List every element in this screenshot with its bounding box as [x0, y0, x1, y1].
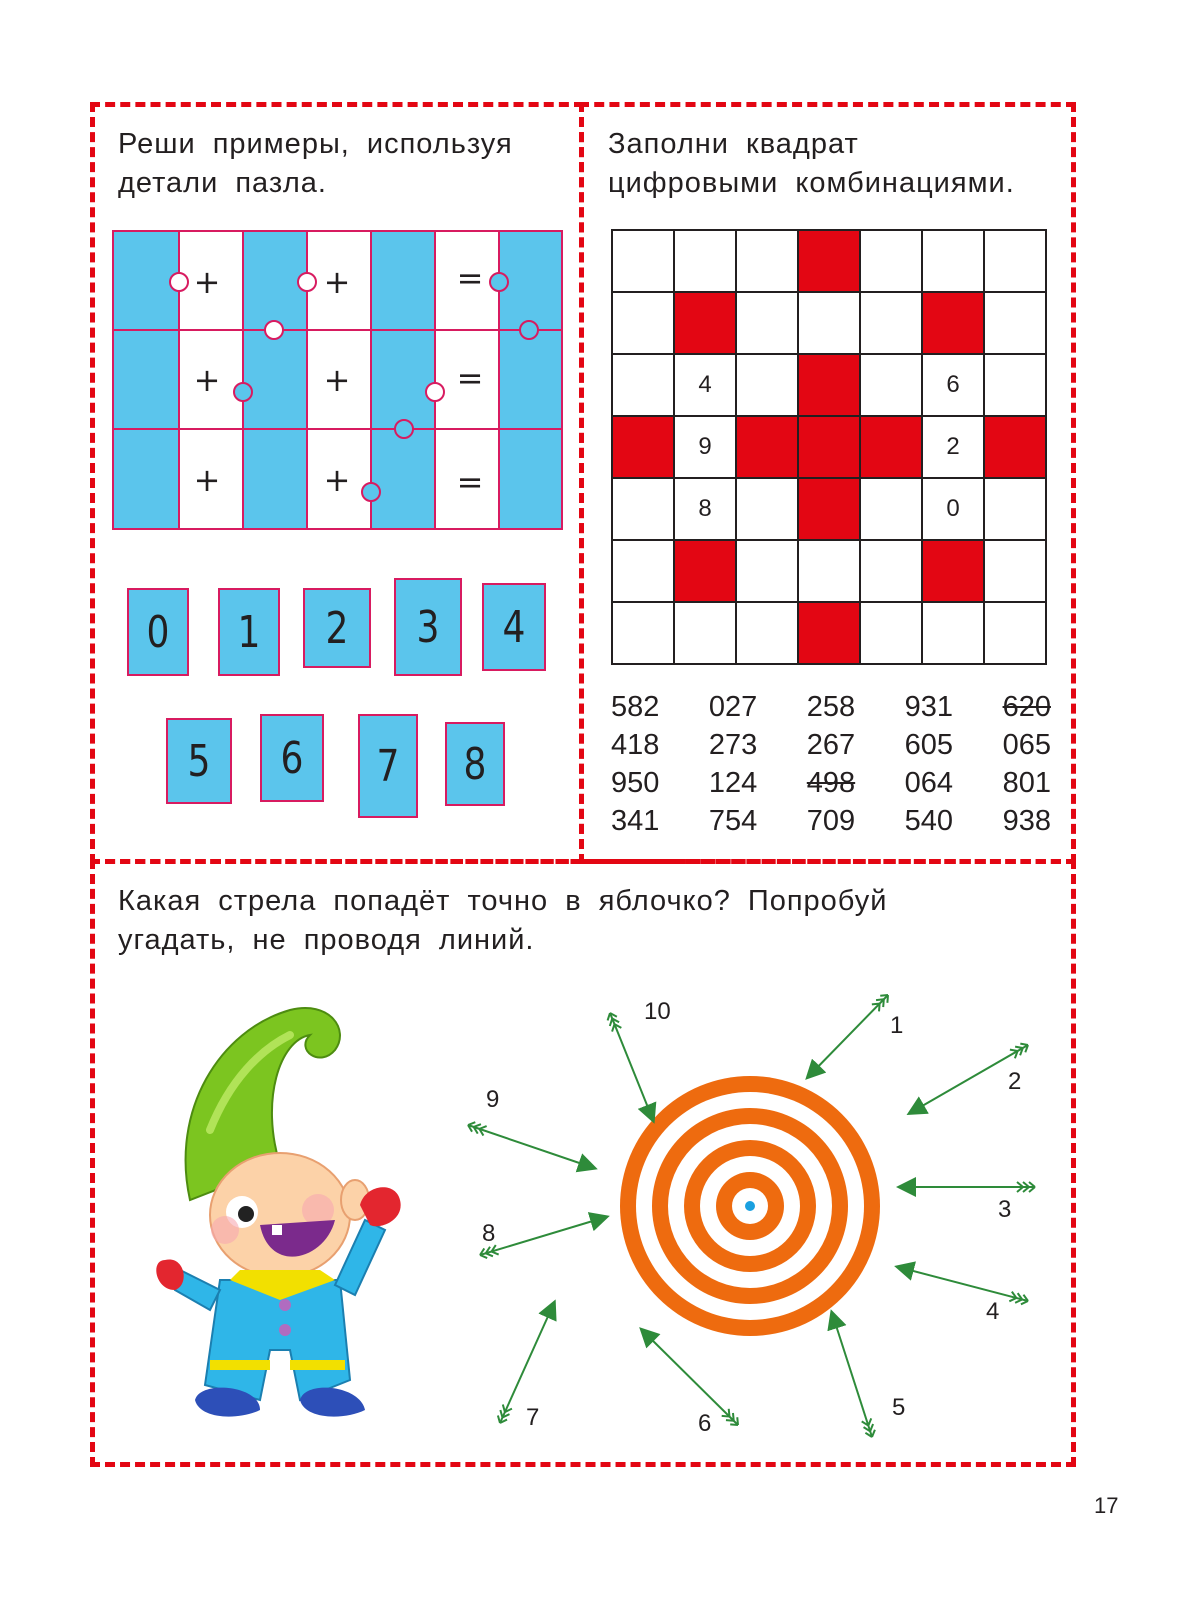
grid-cell-blocked: [984, 416, 1046, 478]
grid-cell-blocked: [922, 292, 984, 354]
arrow-4: [898, 1267, 1028, 1301]
puzzle-piece-5[interactable]: 5: [166, 718, 232, 804]
grid-cell[interactable]: [612, 478, 674, 540]
puzzle-board: [112, 230, 563, 530]
grid-cell[interactable]: [860, 230, 922, 292]
grid-row: [612, 478, 1046, 540]
grid-cell[interactable]: [860, 292, 922, 354]
number-combinations-list: [611, 688, 1051, 840]
arrow-label-7: 7: [526, 1404, 540, 1431]
grid-cell[interactable]: 9: [674, 416, 736, 478]
arrow-6: [642, 1330, 738, 1425]
grid-cell[interactable]: [736, 230, 798, 292]
number-combination: 931: [904, 691, 954, 723]
grid-cell[interactable]: [798, 540, 860, 602]
grid-cell[interactable]: 8: [674, 478, 736, 540]
task2-line2: цифровыми комбинациями.: [608, 167, 1015, 199]
task1-line1: Реши примеры, используя: [118, 128, 513, 160]
grid-cell[interactable]: [612, 354, 674, 416]
number-combination: 065: [1002, 729, 1051, 761]
arrow-8: [480, 1217, 606, 1255]
number-row: [611, 802, 1051, 840]
grid-cell[interactable]: [984, 602, 1046, 664]
grid-cell-blocked: [798, 416, 860, 478]
plus-sign: +: [323, 263, 351, 301]
number-combination: 605: [904, 729, 954, 761]
grid-cell[interactable]: [984, 478, 1046, 540]
grid-cell[interactable]: [736, 354, 798, 416]
grid-cell[interactable]: [736, 602, 798, 664]
grid-row: [612, 230, 1046, 292]
arrow-5: [832, 1313, 872, 1437]
grid-cell[interactable]: [612, 602, 674, 664]
plus-sign: +: [193, 263, 221, 301]
arrow-label-1: 1: [890, 1012, 904, 1039]
grid-row: [612, 540, 1046, 602]
grid-cell[interactable]: [674, 230, 736, 292]
number-combination: 064: [904, 767, 954, 799]
number-combination: 754: [708, 805, 758, 837]
grid-cell-blocked: [674, 540, 736, 602]
grid-cell[interactable]: [860, 602, 922, 664]
grid-cell-blocked: [736, 416, 798, 478]
number-combination: 582: [611, 691, 660, 723]
puzzle-piece-4[interactable]: 4: [482, 583, 546, 671]
arrow-label-5: 5: [892, 1394, 906, 1421]
arrow-10: [610, 1013, 653, 1120]
grid-cell-blocked: [674, 292, 736, 354]
grid-cell[interactable]: 4: [674, 354, 736, 416]
grid-cell[interactable]: [984, 540, 1046, 602]
grid-cell-blocked: [798, 602, 860, 664]
puzzle-piece-0[interactable]: 0: [127, 588, 189, 676]
grid-cell[interactable]: [984, 230, 1046, 292]
plus-sign: +: [193, 461, 221, 499]
plus-sign: +: [323, 461, 351, 499]
arrow-label-3: 3: [998, 1196, 1012, 1223]
arrow-label-8: 8: [482, 1220, 496, 1247]
number-row: [611, 764, 1051, 802]
grid-cell[interactable]: 6: [922, 354, 984, 416]
page-number: 17: [1094, 1493, 1119, 1518]
puzzle-piece-2[interactable]: 2: [303, 588, 371, 668]
grid-row: [612, 354, 1046, 416]
number-combination: 124: [708, 767, 758, 799]
puzzle-piece-7[interactable]: 7: [358, 714, 418, 818]
task1-line2: детали пазла.: [118, 167, 327, 199]
grid-cell[interactable]: [612, 292, 674, 354]
grid-cell[interactable]: 2: [922, 416, 984, 478]
number-crossword-grid: [611, 229, 1047, 665]
grid-cell[interactable]: [984, 292, 1046, 354]
arrow-9: [468, 1125, 594, 1168]
grid-cell[interactable]: [736, 540, 798, 602]
grid-cell[interactable]: 0: [922, 478, 984, 540]
number-combination: 267: [806, 729, 856, 761]
task3-instruction: [118, 882, 1018, 960]
puzzle-piece-1[interactable]: 1: [218, 588, 280, 676]
arrow-label-4: 4: [986, 1298, 1000, 1325]
number-combination: 498: [806, 767, 856, 799]
grid-cell[interactable]: [612, 540, 674, 602]
gnome-illustration: [150, 990, 420, 1440]
grid-cell-blocked: [860, 416, 922, 478]
task2-instruction: [608, 125, 1058, 203]
target: [620, 1076, 880, 1336]
task3-line2: угадать, не проводя линий.: [118, 924, 535, 956]
grid-cell[interactable]: [860, 354, 922, 416]
grid-cell[interactable]: [798, 292, 860, 354]
number-combination: 341: [611, 805, 660, 837]
number-combination: 620: [1002, 691, 1051, 723]
grid-cell[interactable]: [674, 602, 736, 664]
plus-sign: +: [323, 361, 351, 399]
arrow-1: [808, 995, 888, 1077]
task2-line1: Заполни квадрат: [608, 128, 859, 160]
plus-sign: +: [193, 361, 221, 399]
number-combination: 027: [708, 691, 758, 723]
grid-cell-blocked: [798, 230, 860, 292]
equals-sign: =: [456, 259, 484, 297]
grid-cell[interactable]: [860, 478, 922, 540]
puzzle-piece-3[interactable]: 3: [394, 578, 462, 676]
grid-cell-blocked: [922, 540, 984, 602]
grid-row: [612, 416, 1046, 478]
arrow-label-2: 2: [1008, 1068, 1022, 1095]
number-combination: 709: [806, 805, 856, 837]
grid-cell[interactable]: [860, 540, 922, 602]
target-with-arrows: [440, 985, 1060, 1455]
number-row: [611, 726, 1051, 764]
equals-sign: =: [456, 359, 484, 397]
arrow-label-6: 6: [698, 1410, 712, 1437]
number-combination: 540: [904, 805, 954, 837]
grid-cell-blocked: [798, 354, 860, 416]
puzzle-piece-8[interactable]: 8: [445, 722, 505, 806]
number-combination: 938: [1002, 805, 1051, 837]
task1-instruction: [118, 125, 548, 203]
grid-cell[interactable]: [922, 230, 984, 292]
grid-cell[interactable]: [922, 602, 984, 664]
equals-sign: =: [456, 463, 484, 501]
task3-line1: Какая стрела попадёт точно в яблочко? Попробуй: [118, 885, 888, 917]
number-combination: 801: [1002, 767, 1051, 799]
number-row: [611, 688, 1051, 726]
grid-cell-blocked: [612, 416, 674, 478]
grid-cell[interactable]: [736, 478, 798, 540]
number-combination: 258: [806, 691, 856, 723]
number-combination: 950: [611, 767, 660, 799]
grid-cell[interactable]: [612, 230, 674, 292]
number-combination: 418: [611, 729, 660, 761]
arrow-label-9: 9: [486, 1086, 500, 1113]
number-combination: 273: [708, 729, 758, 761]
grid-row: [612, 602, 1046, 664]
grid-cell[interactable]: [984, 354, 1046, 416]
arrow-label-10: 10: [644, 998, 671, 1025]
puzzle-piece-6[interactable]: 6: [260, 714, 324, 802]
grid-cell[interactable]: [736, 292, 798, 354]
grid-row: [612, 292, 1046, 354]
grid-cell-blocked: [798, 478, 860, 540]
